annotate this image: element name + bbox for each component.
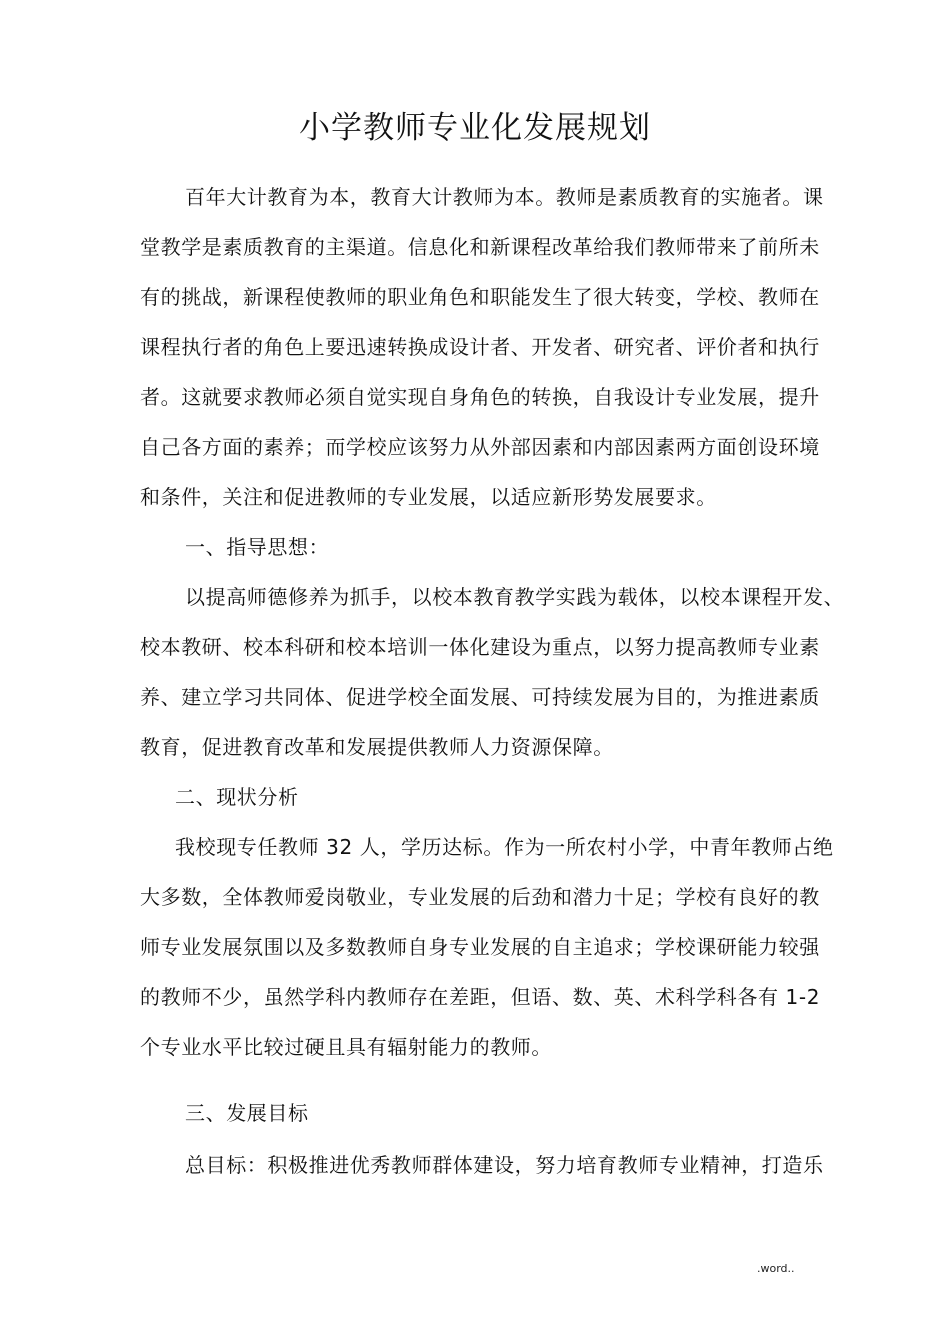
paragraph-intro-line-6: 自己各方面的素养；而学校应该努力从外部因素和内部因素两方面创设环境 <box>140 435 820 459</box>
paragraph-status-line-5: 个专业水平比较过硬且具有辐射能力的教师。 <box>140 1035 552 1059</box>
page-footer-label: .word.. <box>757 1262 795 1275</box>
paragraph-intro-line-1: 百年大计教育为本，教育大计教师为本。教师是素质教育的实施者。课 <box>185 185 824 209</box>
section-heading-status-analysis: 二、现状分析 <box>175 785 299 809</box>
document-title: 小学教师专业化发展规划 <box>299 110 651 146</box>
paragraph-guiding-line-1: 以提高师德修养为抓手，以校本教育教学实践为载体，以校本课程开发、 <box>185 585 845 609</box>
paragraph-intro-line-2: 堂教学是素质教育的主渠道。信息化和新课程改革给我们教师带来了前所未 <box>140 235 820 259</box>
paragraph-guiding-line-2: 校本教研、校本科研和校本培训一体化建设为重点，以努力提高教师专业素 <box>140 635 820 659</box>
paragraph-status-line-4: 的教师不少，虽然学科内教师存在差距，但语、数、英、术科学科各有 1-2 <box>140 985 821 1009</box>
paragraph-intro-line-7: 和条件，关注和促进教师的专业发展，以适应新形势发展要求。 <box>140 485 717 509</box>
paragraph-intro-line-4: 课程执行者的角色上要迅速转换成设计者、开发者、研究者、评价者和执行 <box>140 335 820 359</box>
section-heading-development-goals: 三、发展目标 <box>185 1101 309 1125</box>
paragraph-goals-line-1: 总目标：积极推进优秀教师群体建设，努力培育教师专业精神，打造乐 <box>185 1153 824 1177</box>
paragraph-status-line-1: 我校现专任教师 32 人，学历达标。作为一所农村小学，中青年教师占绝 <box>175 835 834 859</box>
paragraph-intro-line-3: 有的挑战，新课程使教师的职业角色和职能发生了很大转变，学校、教师在 <box>140 285 820 309</box>
paragraph-guiding-line-4: 教育，促进教育改革和发展提供教师人力资源保障。 <box>140 735 614 759</box>
paragraph-intro-line-5: 者。这就要求教师必须自觉实现自身角色的转换，自我设计专业发展，提升 <box>140 385 820 409</box>
paragraph-status-line-2: 大多数，全体教师爱岗敬业，专业发展的后劲和潜力十足；学校有良好的教 <box>140 885 820 909</box>
section-heading-guiding-thought: 一、指导思想： <box>185 535 330 559</box>
paragraph-status-line-3: 师专业发展氛围以及多数教师自身专业发展的自主追求；学校课研能力较强 <box>140 935 820 959</box>
paragraph-guiding-line-3: 养、建立学习共同体、促进学校全面发展、可持续发展为目的，为推进素质 <box>140 685 820 709</box>
